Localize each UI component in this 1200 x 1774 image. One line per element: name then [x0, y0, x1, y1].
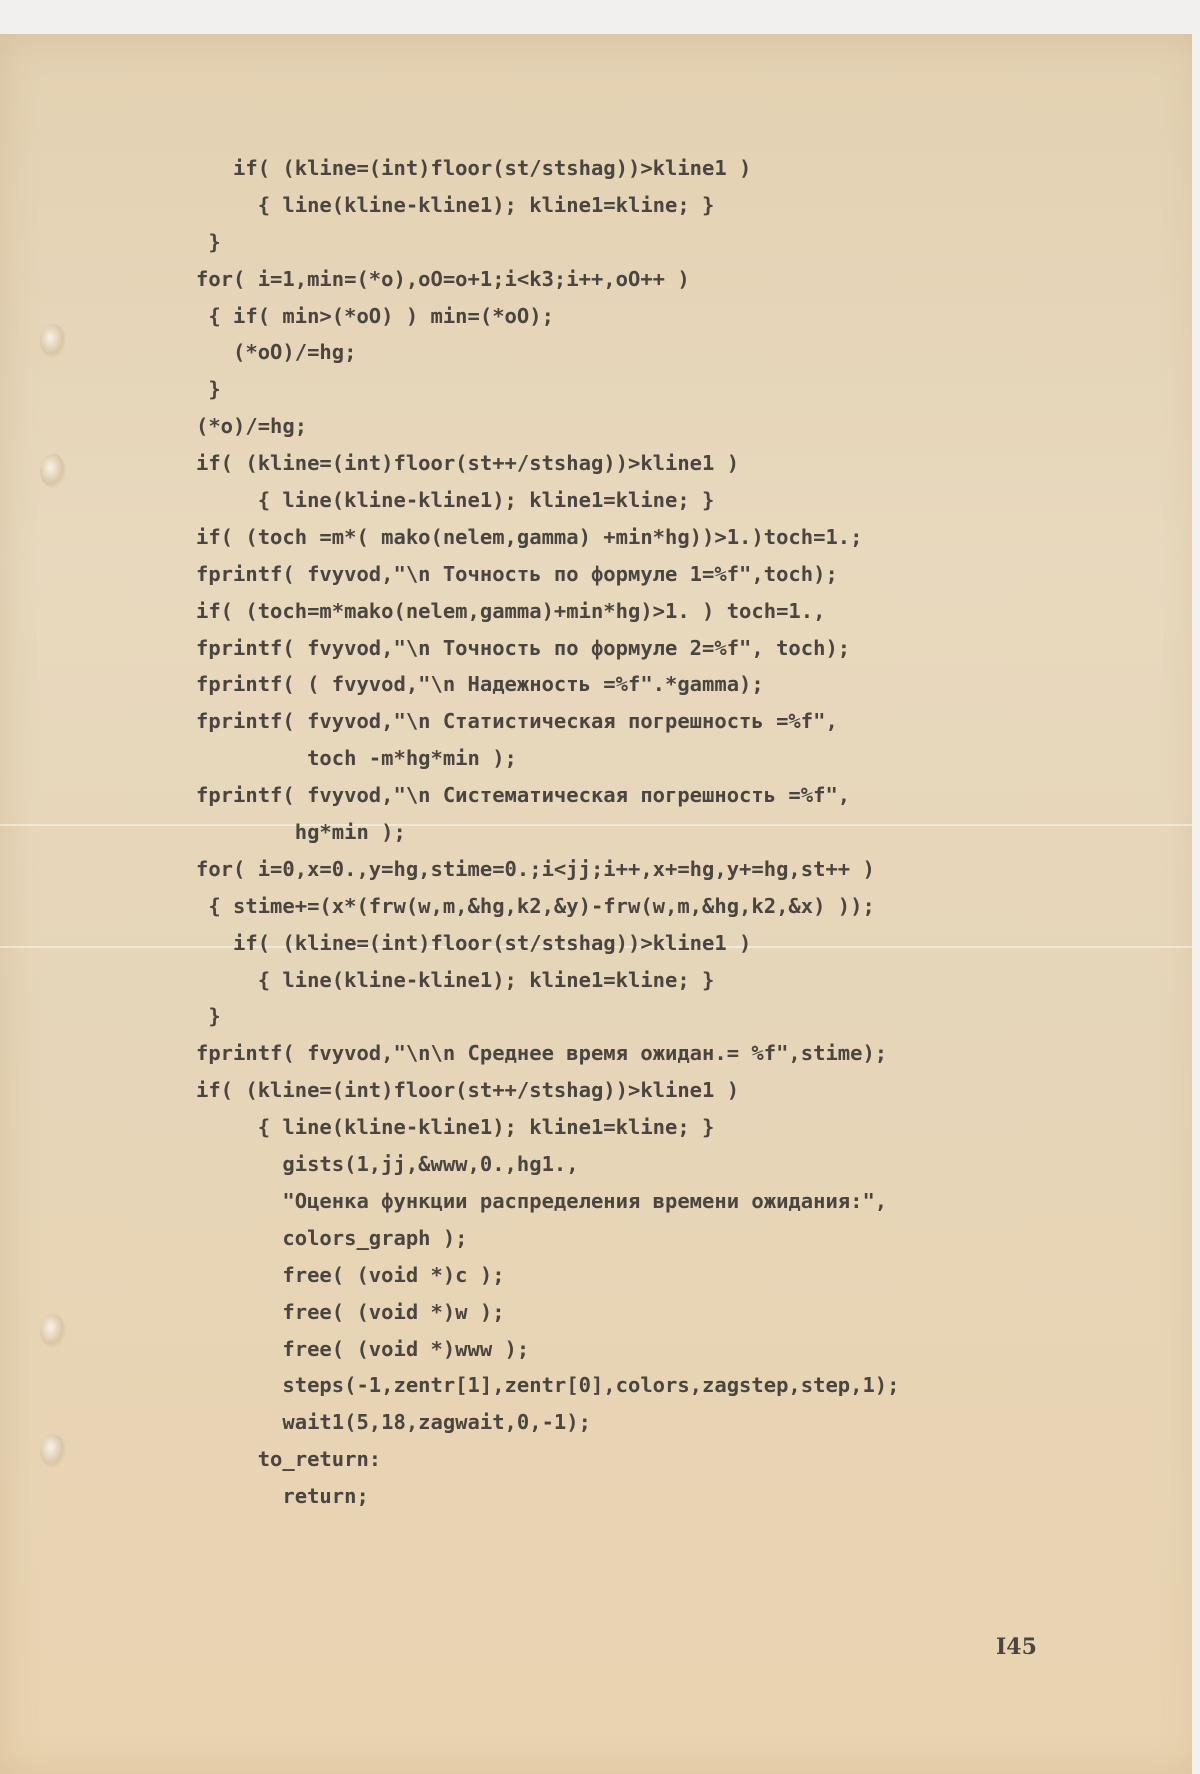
code-line: for( i=0,x=0.,y=hg,stime=0.;i<jj;i++,x+=hg,y+=hg,st++ )	[196, 856, 875, 881]
code-line: colors_graph );	[196, 1225, 468, 1250]
code-line: (*oO)/=hg;	[196, 340, 357, 365]
code-line: }	[196, 229, 221, 254]
binding-hole	[40, 1314, 66, 1348]
code-line: if( (kline=(int)floor(st++/stshag))>kline1 )	[196, 1078, 740, 1103]
code-line: { line(kline-kline1); kline1=kline; }	[196, 967, 715, 992]
code-line: fprintf( fvyvod,"\n Точность по формуле 1=%f",toch);	[196, 561, 838, 586]
code-line: if( (toch=m*mako(nelem,gamma)+min*hg)>1. ) toch=1.,	[196, 598, 826, 623]
code-line: { line(kline-kline1); kline1=kline; }	[196, 488, 715, 513]
code-line: fprintf( fvyvod,"\n Систематическая погрешность =%f",	[196, 783, 851, 808]
code-line: if( (kline=(int)floor(st/stshag))>kline1 )	[196, 930, 752, 955]
binding-hole	[40, 324, 66, 358]
code-line: toch -m*hg*min );	[196, 746, 517, 771]
code-line: free( (void *)c );	[196, 1262, 505, 1287]
code-line: if( (kline=(int)floor(st/stshag))>kline1 )	[196, 156, 752, 180]
binding-hole	[40, 454, 66, 488]
code-line: free( (void *)w );	[196, 1299, 505, 1324]
code-line: free( (void *)www );	[196, 1336, 530, 1361]
code-line: hg*min );	[196, 820, 406, 845]
code-line: wait1(5,18,zagwait,0,-1);	[196, 1410, 591, 1435]
code-line: { line(kline-kline1); kline1=kline; }	[196, 192, 715, 217]
binding-hole	[40, 1434, 66, 1468]
code-line: { line(kline-kline1); kline1=kline; }	[196, 1115, 715, 1140]
code-line: return;	[196, 1484, 369, 1509]
code-line: fprintf( fvyvod,"\n Статистическая погрешность =%f",	[196, 709, 838, 734]
code-line: { if( min>(*oO) ) min=(*oO);	[196, 303, 554, 328]
code-line: fprintf( fvyvod,"\n\n Среднее время ожидан.= %f",stime);	[196, 1041, 888, 1066]
code-line: to_return:	[196, 1447, 382, 1472]
code-line: if( (kline=(int)floor(st++/stshag))>kline1 )	[196, 451, 740, 476]
code-line: for( i=1,min=(*o),oO=o+1;i<k3;i++,oO++ )	[196, 266, 690, 291]
code-line: fprintf( ( fvyvod,"\n Надежность =%f".*gamma);	[196, 672, 764, 697]
page-number: I45	[996, 1634, 1037, 1660]
code-line: }	[196, 1004, 221, 1029]
code-line: if( (toch =m*( mako(nelem,gamma) +min*hg))>1.)toch=1.;	[196, 524, 863, 549]
code-line: gists(1,jj,&www,0.,hg1.,	[196, 1152, 579, 1177]
code-listing	[196, 150, 900, 1515]
code-line: fprintf( fvyvod,"\n Точность по формуле 2=%f", toch);	[196, 635, 851, 660]
code-line: }	[196, 377, 221, 402]
code-line: (*o)/=hg;	[196, 414, 308, 439]
code-line: { stime+=(x*(frw(w,m,&hg,k2,&y)-frw(w,m,&hg,k2,&x) ));	[196, 893, 875, 918]
code-line: steps(-1,zentr[1],zentr[0],colors,zagstep,step,1);	[196, 1373, 900, 1398]
code-line: "Оценка функции распределения времени ожидания:",	[196, 1188, 888, 1213]
